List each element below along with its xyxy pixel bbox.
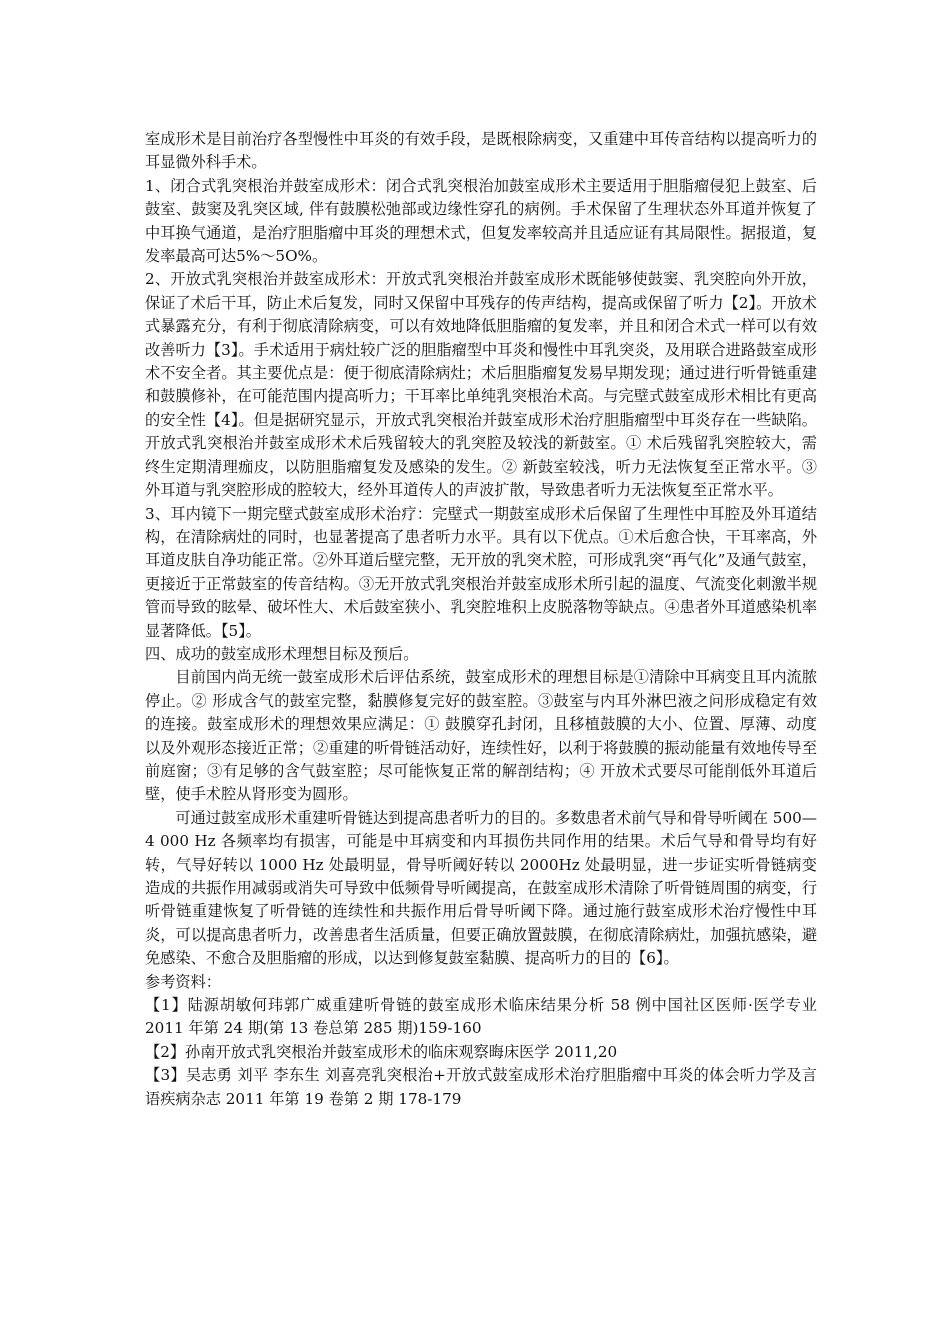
paragraph-open-mastoidectomy: 2、开放式乳突根治并鼓室成形术：开放式乳突根治并鼓室成形术既能够使鼓窦、乳突腔向外开放，保证了术后干耳，防止术后复发，同时又保留中耳残存的传声结构，提高或保留了听力【2】。开放术式暴露充分，有利于彻底清除病变，可以有效地降低胆脂瘤的复发率，并且和闭合术式一样可以有效改善听力【3】。手术适用于病灶较广泛的胆脂瘤型中耳炎和慢性中耳乳突炎，及用联合进路鼓室成形术不安全者。其主要优点是：便于彻底清除病灶；术后胆脂瘤复发易早期发现；通过进行听骨链重建和鼓膜修补，在可能范围内提高听力；干耳率比单纯乳突根治术高。与完壁式鼓室成形术相比有更高的安全性【4】。但是据研究显示，开放式乳突根治并鼓室成形术治疗胆脂瘤型中耳炎存在一些缺陷。开放式乳突根治并鼓室成形术术后残留较大的乳突腔及较浅的新鼓室。① 术后残留乳突腔较大，需终生定期清理痂皮，以防胆脂瘤复发及感染的发生。② 新鼓室较浅，听力无法恢复至正常水平。③外耳道与乳突腔形成的腔较大，经外耳道传人的声波扩散，导致患者听力无法恢复至正常水平。 — [145, 270, 817, 500]
reference-item-2: 【2】孙南开放式乳突根治并鼓室成形术的临床观察晦床医学 2011,20 — [145, 1042, 618, 1061]
paragraph-hearing: 可通过鼓室成形术重建听骨链达到提高患者听力的目的。多数患者术前气导和骨导听阈在 500—4 000 Hz 各频率均有损害，可能是中耳病变和内耳损伤共同作用的结果。术后气导和骨导均有好转，气导好转以 1000 Hz 处最明显，骨导听阈好转以 2000Hz 处最明显，进一步证实听骨链病变造成的共振作用减弱或消失可导致中低频骨导听阈提高，在鼓室成形术清除了听骨链周围的病变，行听骨链重建恢复了听骨链的连续性和共振作用后骨导听阈下降。通过施行鼓室成形术治疗慢性中耳炎，可以提高患者听力，改善患者生活质量，但要正确放置鼓膜，在彻底清除病灶，加强抗感染，避免感染、不愈合及胆脂瘤的形成，以达到修复鼓室黏膜、提高听力的目的【6】。 — [145, 808, 817, 968]
paragraph-endoscopic: 3、耳内镜下一期完壁式鼓室成形术治疗：完壁式一期鼓室成形术后保留了生理性中耳腔及外耳道结构，在清除病灶的同时，也显著提高了患者听力水平。具有以下优点。①术后愈合快，干耳率高，外耳道皮肤自净功能正常。②外耳道后壁完整，无开放的乳突术腔，可形成乳突“再气化”及通气鼓室，更接近于正常鼓室的传音结构。③无开放式乳突根治并鼓室成形术所引起的温度、气流变化刺激半规管而导致的眩晕、破坏性大、术后鼓室狭小、乳突腔堆积上皮脱落物等缺点。④患者外耳道感染机率显著降低。【5】。 — [145, 504, 817, 640]
paragraph-closed-mastoidectomy: 1、闭合式乳突根治并鼓室成形术：闭合式乳突根治加鼓室成形术主要适用于胆脂瘤侵犯上鼓室、后鼓室、鼓窦及乳突区域, 伴有鼓膜松弛部或边缘性穿孔的病例。手术保留了生理状态外耳道并恢复了中耳换气通道，是治疗胆脂瘤中耳炎的理想术式，但复发率较高并且适应证有其局限性。据报道，复发率最高可达5%～5O%。 — [145, 176, 817, 266]
document-body — [145, 128, 817, 1111]
paragraph-intro: 室成形术是目前治疗各型慢性中耳炎的有效手段，是既根除病变，又重建中耳传音结构以提高听力的耳显微外科手术。 — [145, 130, 817, 172]
reference-item-1: 【1】陆源胡敏何玮郭广威重建听骨链的鼓室成形术临床结果分析 58 例中国社区医师·医学专业 2011 年第 24 期(第 13 卷总第 285 期)159-160 — [145, 996, 817, 1038]
paragraph-goals: 目前国内尚无统一鼓室成形术后评估系统，鼓室成形术的理想目标是①清除中耳病变且耳内流脓停止。② 形成含气的鼓室完整，黏膜修复完好的鼓室腔。③鼓室与内耳外淋巴液之问形成稳定有效的连接。鼓室成形术的理想效果应满足：① 鼓膜穿孔封闭，且移植鼓膜的大小、位置、厚薄、动度以及外观形态接近正常；②重建的听骨链活动好，连续性好，以利于将鼓膜的振动能量有效地传导至前庭窗；③有足够的含气鼓室腔；尽可能恢复正常的解剖结构；④ 开放术式要尽可能削低外耳道后壁，使手术腔从肾形变为圆形。 — [145, 668, 817, 804]
references-heading: 参考资料： — [145, 972, 221, 991]
section-heading-goals: 四、成功的鼓室成形术理想目标及预后。 — [145, 644, 419, 663]
reference-item-3: 【3】吴志勇 刘平 李东生 刘喜亮乳突根治+开放式鼓室成形术治疗胆脂瘤中耳炎的体会听力学及言语疾病杂志 2011 年第 19 卷第 2 期 178-179 — [145, 1066, 817, 1108]
